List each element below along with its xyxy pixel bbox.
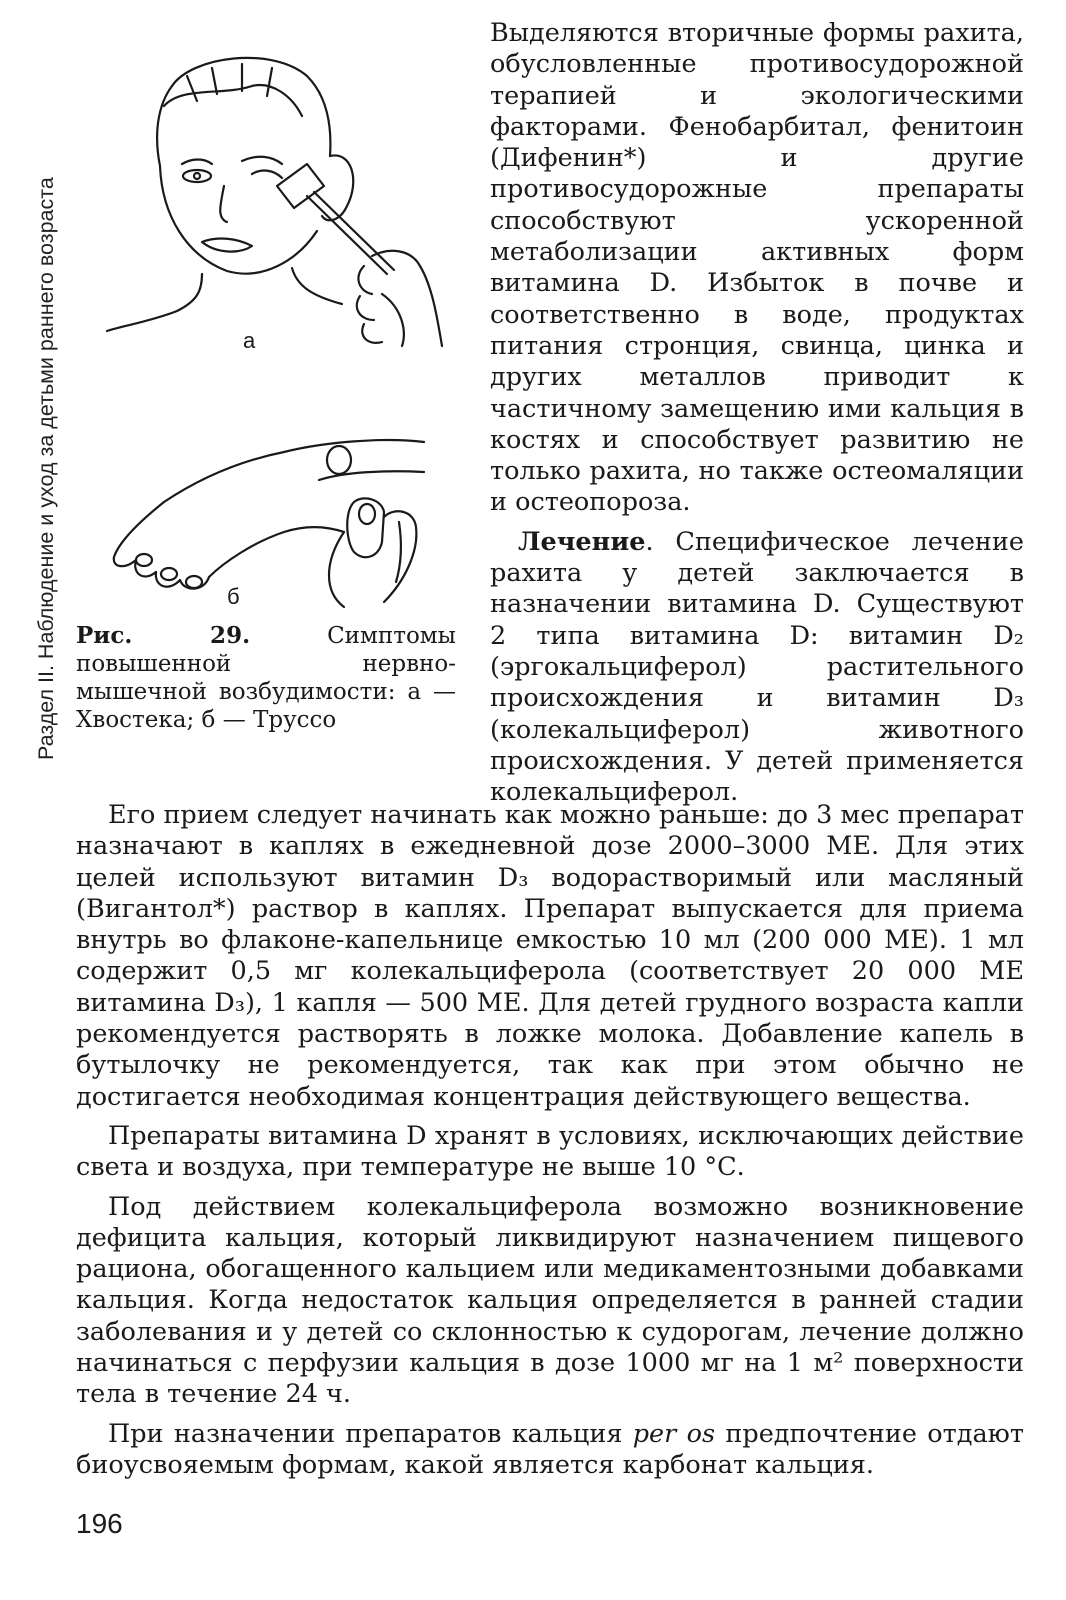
figure-label-b: б [227, 584, 240, 609]
calcium-deficit-paragraph: Под действием колекальциферола возможно возникновение дефицита кальция, который ликвидируют назначением пищевого рациона, обогащенного кальцием или медикаментозными добавками кальция. Когда недостаток кальция определяется в ранней стадии заболевания и у детей со склонностью к судорогам, лечение должно начинаться с перфузии кальция в дозе 1000 мг на 1 м² поверхности тела в течение 24 ч. [76, 1191, 1024, 1410]
calcium-forms-text-end: предпочтение отдают биоусвояемым формам, какой является карбонат кальция. [76, 1418, 1024, 1480]
figure-caption [76, 622, 456, 734]
calcium-forms-text-start: При назначении препаратов кальция [108, 1418, 633, 1449]
chvostek-sign-illustration [102, 46, 462, 366]
secondary-rickets-paragraph: Выделяются вторичные формы рахита, обусловленные противосудорожной терапией и экологическими факторами. Фенобарбитал, фенитоин (Дифенин*) и другие противосудорожные препараты способствуют ускоренной метаболизации активных форм витамина D. Избыток в почве и соответственно в воде, продуктах питания стронция, свинца, цинка и других металлов приводит к частичному замещению ими кальция в костях и способствует развитию не только рахита, но также остеомаляции и остеопороза. [490, 18, 1024, 518]
figure-caption-number: Рис. 29. [76, 622, 251, 649]
treatment-paragraph [490, 527, 1024, 809]
right-column-text [490, 18, 1024, 808]
trousseau-sign-illustration [84, 432, 464, 612]
per-os-term: per os [632, 1418, 716, 1449]
storage-paragraph: Препараты витамина D хранят в условиях, исключающих действие света и воздуха, при температуре не выше 10 °С. [76, 1120, 1024, 1183]
figure-label-a: а [243, 328, 256, 353]
treatment-text: . Специфическое лечение рахита у детей заключается в назначении витамина D. Существуют 2 типа витамина D: витамин D₂ (эргокальциферол) растительного происхождения и витамин D₃ (колекальциферол) животного происхождения. У детей применяется колекальциферол. [490, 526, 1024, 808]
treatment-heading: Лечение [518, 526, 646, 557]
main-body-text [76, 800, 1024, 1489]
page-number: 196 [76, 1508, 123, 1539]
dosage-paragraph: Его прием следует начинать как можно раньше: до 3 мес препарат назначают в каплях в ежедневной дозе 2000–3000 МЕ. Для этих целей используют витамин D₃ водорастворимый или масляный (Вигантол*) раствор в каплях. Препарат выпускается для приема внутрь во флаконе-капельнице емкостью 10 мл (200 000 МЕ). 1 мл содержит 0,5 мг колекальциферола (соответствует 20 000 МЕ витамина D₃), 1 капля — 500 МЕ. Для детей грудного возраста капли рекомендуется растворять в ложке молока. Добавление капель в бутылочку не рекомендуется, так как при этом обычно не достигается необходимая концентрация действующего вещества. [76, 800, 1024, 1112]
figure-caption-text: Симптомы повышенной нервно-мышечной возбудимости: а — Хвостека; б — Труссо [76, 623, 456, 733]
calcium-forms-paragraph [76, 1419, 1024, 1482]
running-head: Раздел II. Наблюдение и уход за детьми раннего возраста [34, 177, 58, 760]
